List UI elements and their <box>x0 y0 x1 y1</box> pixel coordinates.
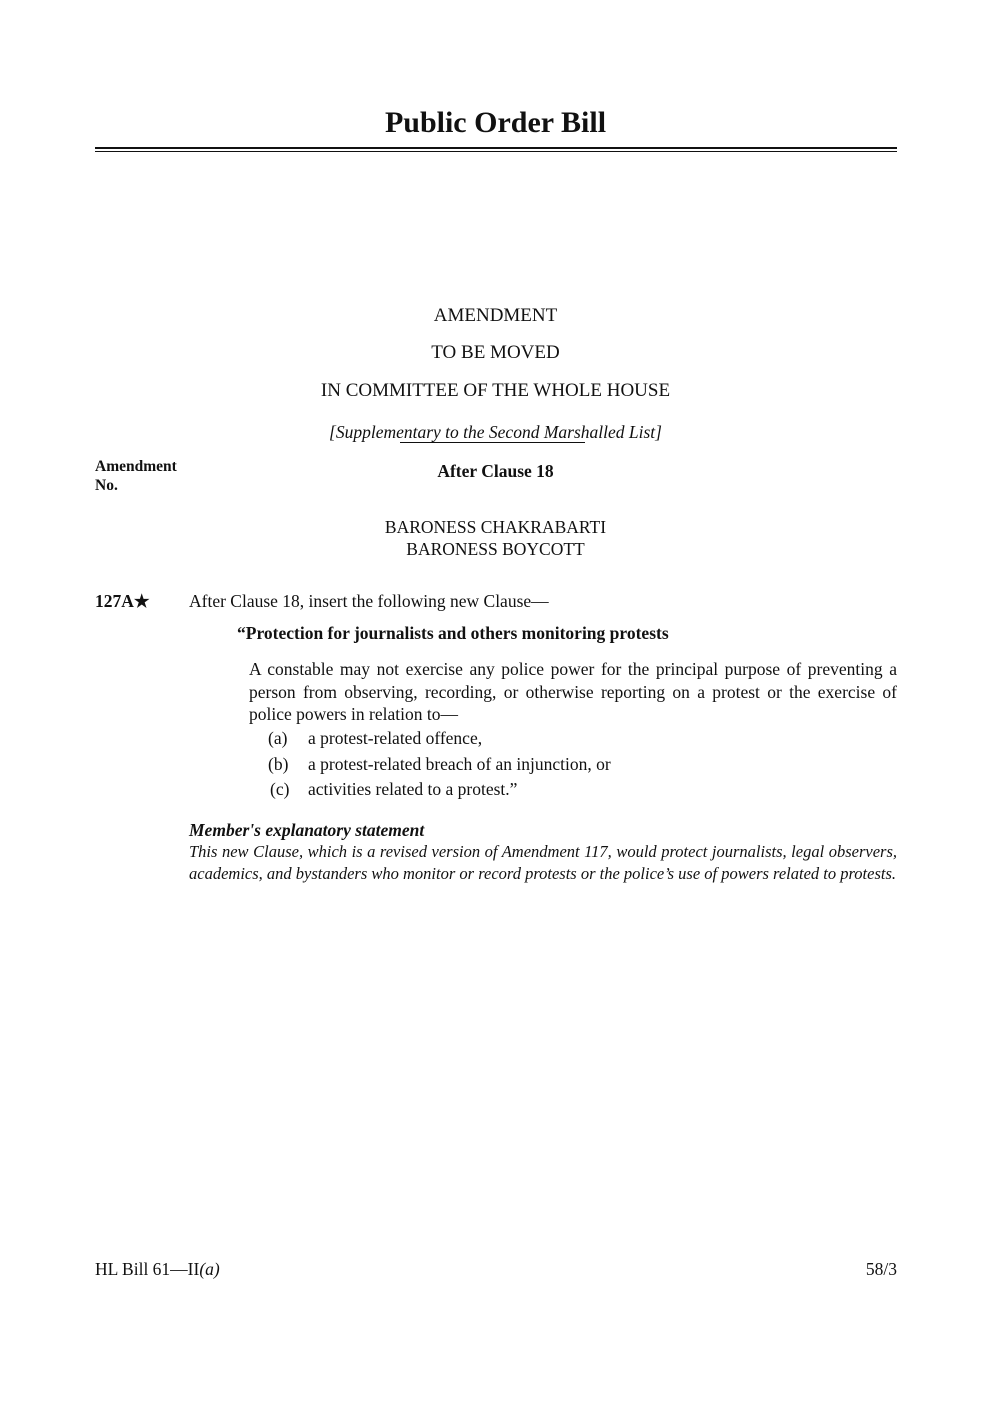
bill-reference <box>95 1259 220 1280</box>
section-heading: After Clause 18 <box>437 461 554 481</box>
amendment-no-label: Amendment No. <box>95 458 177 494</box>
explanatory-heading: Member's explanatory statement <box>189 820 425 840</box>
member-name: BARONESS BOYCOTT <box>406 539 585 559</box>
clause-text: A constable may not exercise any police power for the principal purpose of preventing a person from observing, recording, or otherwise reporting on a protest or the exercise of police powers in relation to— <box>249 659 897 724</box>
item-text: a protest-related offence, <box>308 728 483 748</box>
amendment-number: 127A★ <box>95 591 150 611</box>
supplementary-underline <box>400 442 585 443</box>
supplementary-note: [Supplementary to the Second Marshalled List] <box>329 422 662 442</box>
bill-reference-suffix: (a) <box>199 1259 220 1279</box>
item-label: (b) <box>268 754 289 774</box>
intro-committee: IN COMMITTEE OF THE WHOLE HOUSE <box>320 380 671 401</box>
bill-reference-main: HL Bill 61—II <box>95 1259 200 1279</box>
intro-to-be-moved: TO BE MOVED <box>431 342 560 363</box>
document-title: Public Order Bill <box>384 106 607 139</box>
amendment-instruction: After Clause 18, insert the following new Clause— <box>189 591 549 611</box>
title-rule-bottom <box>95 151 897 152</box>
item-label: (a) <box>268 728 288 748</box>
item-text: activities related to a protest.” <box>308 779 518 799</box>
member-name: BARONESS CHAKRABARTI <box>384 517 607 537</box>
page-reference: 58/3 <box>865 1259 897 1279</box>
clause-heading: “Protection for journalists and others monitoring protests <box>237 623 669 643</box>
explanatory-text: This new Clause, which is a revised version of Amendment 117, would protect journalists, legal observers, academics, and bystanders who monitor or record protests or the police’s use of powers related to protests. <box>189 842 897 883</box>
intro-amendment: AMENDMENT <box>433 305 558 326</box>
title-rule-top <box>95 147 897 149</box>
item-text: a protest-related breach of an injunction, or <box>308 754 611 774</box>
item-label: (c) <box>270 779 290 799</box>
